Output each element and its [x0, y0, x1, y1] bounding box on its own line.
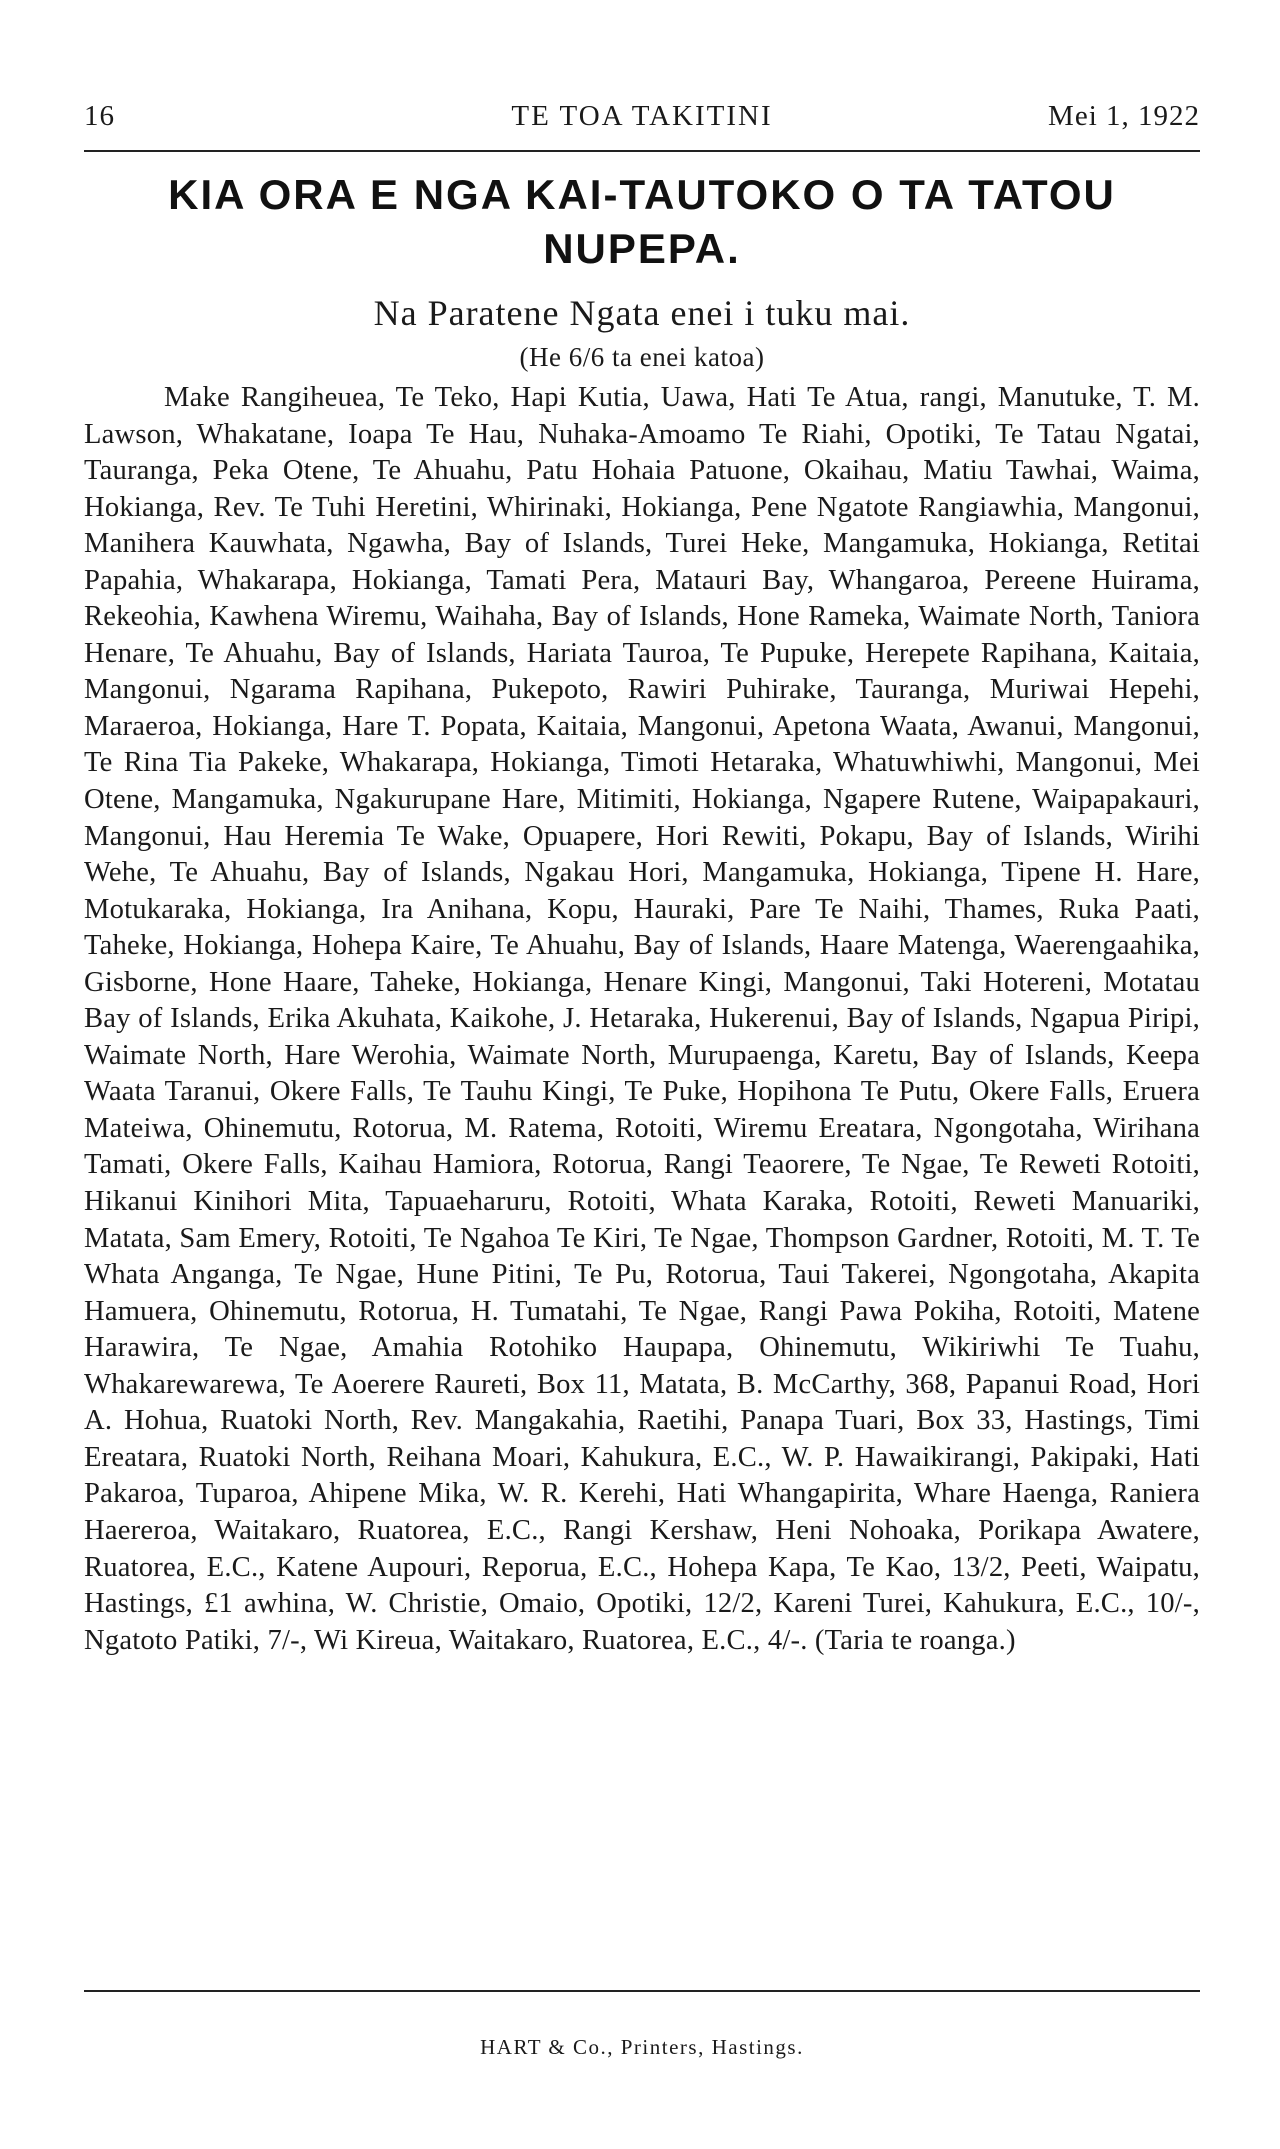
page-number: 16 — [84, 100, 115, 132]
issue-date: Mei 1, 1922 — [1048, 100, 1200, 132]
subscription-note: (He 6/6 ta enei katoa) — [519, 342, 765, 372]
subscriber-list: Make Rangiheuea, Te Teko, Hapi Kutia, Uawa, Hati Te Atua, rangi, Manutuke, T. M. Lawson, Whakatane, Ioapa Te Hau, Nuhaka-Amoamo Te Riahi, Opotiki, Te Tatau Ngatai, Tauranga, Peka Otene, Te Ahuahu, Patu Hohaia Patuone, Okaihau, Matiu Tawhai, Waima, Hokianga, Rev. Te Tuhi Heretini, Whirinaki, Hokianga, Pene Ngatote Rangiawhia, Mangonui, Manihera Kauwhata, Ngawha, Bay of Islands, Turei Heke, Mangamuka, Hokianga, Retitai Papahia, Whakarapa, Hokianga, Tamati Pera, Matauri Bay, Whangaroa, Pereene Huirama, Rekeohia, Kawhena Wiremu, Waihaha, Bay of Islands, Hone Rameka, Waimate North, Taniora Henare, Te Ahuahu, Bay of Islands, Hariata Tauroa, Te Pupuke, Herepete Rapihana, Kaitaia, Mangonui, Ngarama Rapihana, Pukepoto, Rawiri Puhirake, Tauranga, Muriwai Hepehi, Maraeroa, Hokianga, Hare T. Popata, Kaitaia, Mangonui, Apetona Waata, Awanui, Mangonui, Te Rina Tia Pakeke, Whakarapa, Hokianga, Timoti Hetaraka, Whatuwhiwhi, Mangonui, Mei Otene, Mangamuka, Ngakurupane Hare, Mitimiti, Hokianga, Ngapere Rutene, Waipapakauri, Mangonui, Hau Heremia Te Wake, Opuapere, Hori Rewiti, Pokapu, Bay of Islands, Wirihi Wehe, Te Ahuahu, Bay of Islands, Ngakau Hori, Mangamuka, Hokianga, Tipene H. Hare, Motukaraka, Hokianga, Ira Anihana, Kopu, Hauraki, Pare Te Naihi, Thames, Ruka Paati, Taheke, Hokianga, Hohepa Kaire, Te Ahuahu, Bay of Islands, Haare Matenga, Waerengaahika, Gisborne, Hone Haare, Taheke, Hokianga, Henare Kingi, Mangonui, Taki Hotereni, Motatau Bay of Islands, Erika Akuhata, Kaikohe, J. Hetaraka, Hukerenui, Bay of Islands, Ngapua Piripi, Waimate North, Hare Werohia, Waimate North, Murupaenga, Karetu, Bay of Islands, Keepa Waata Taranui, Okere Falls, Te Tauhu Kingi, Te Puke, Hopihona Te Putu, Okere Falls, Eruera Mateiwa, Ohinemutu, Rotorua, M. Ratema, Rotoiti, Wiremu Ereatara, Ngongotaha, Wirihana Tamati, Okere Falls, Kaihau Hamiora, Rotorua, Rangi Teaorere, Te Ngae, Te Reweti Rotoiti, Hikanui Kinihori Mita, Tapuaeharuru, Rotoiti, Whata Karaka, Rotoiti, Reweti Manuariki, Matata, Sam Emery, Rotoiti, Te Ngahoa Te Kiri, Te Ngae, Thompson Gardner, Rotoiti, M. T. Te Whata Anganga, Te Ngae, Hune Pitini, Te Pu, Rotorua, Taui Takerei, Ngongotaha, Akapita Hamuera, Ohinemutu, Rotorua, H. Tumatahi, Te Ngae, Rangi Pawa Pokiha, Rotoiti, Matene Harawira, Te Ngae, Amahia Rotohiko Haupapa, Ohinemutu, Wikiriwhi Te Tuahu, Whakarewarewa, Te Aoerere Raureti, Box 11, Matata, B. McCarthy, 368, Papanui Road, Hori A. Hohua, Ruatoki North, Rev. Mangakahia, Raetihi, Panapa Tuari, Box 33, Hastings, Timi Ereatara, Ruatoki North, Reihana Moari, Kahukura, E.C., W. P. Hawaikirangi, Pakipaki, Hati Pakaroa, Tuparoa, Ahipene Mika, W. R. Kerehi, Hati Whangapirita, Whare Haenga, Raniera Haereroa, Waitakaro, Ruatorea, E.C., Rangi Kershaw, Heni Nohoaka, Porikapa Awatere, Ruatorea, E.C., Katene Aupouri, Reporua, E.C., Hohepa Kapa, Te Kao, 13/2, Peeti, Waipatu, Hastings, £1 awhina, W. Christie, Omaio, Opotiki, 12/2, Kareni Turei, Kahukura, E.C., 10/-, Ngatoto Patiki, 7/-, Wi Kireua, Waitakaro, Ruatorea, E.C., 4/-. (Taria te roanga.) — [84, 382, 1200, 1656]
footer-rule — [84, 1990, 1200, 1992]
running-head — [84, 100, 1200, 140]
header-rule — [84, 150, 1200, 152]
article-subhead: Na Paratene Ngata enei i tuku mai. — [373, 293, 911, 333]
printer-imprint: HART & Co., Printers, Hastings. — [480, 2035, 804, 2059]
paper-title: TE TOA TAKITINI — [511, 100, 773, 132]
article-headline: KIA ORA E NGA KAI-TAUTOKO O TA TATOU NUPEPA. — [168, 171, 1116, 272]
